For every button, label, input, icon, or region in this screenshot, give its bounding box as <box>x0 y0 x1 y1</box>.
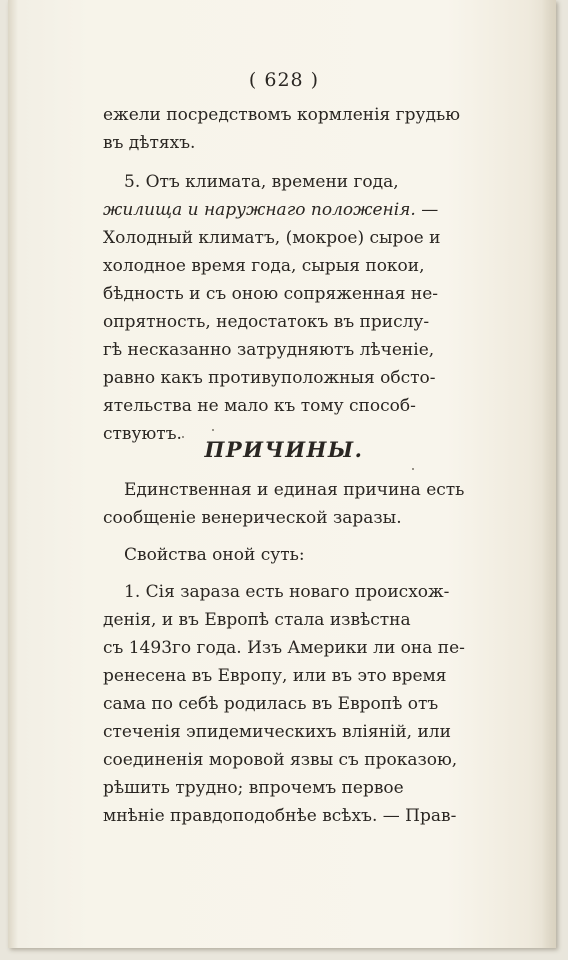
text-line: Свойства оной суть: <box>124 545 305 565</box>
text-line: равно какъ противуположныя обсто- <box>103 368 436 388</box>
text-line: 5. Отъ климата, времени года, <box>124 172 399 192</box>
text-line: съ 1493го года. Изъ Америки ли она пе- <box>103 638 465 658</box>
text-line: Единственная и единая причина есть <box>124 480 465 500</box>
page-gutter-shadow <box>8 0 18 948</box>
text-line: ренесена въ Европу, или въ это время <box>103 666 447 686</box>
text-line: сама по себѣ родилась въ Европѣ отъ <box>103 694 439 714</box>
section-heading: ПРИЧИНЫ. <box>204 437 364 462</box>
text-line: гѣ несказанно затрудняютъ лѣченіе, <box>103 340 435 360</box>
text-line: въ дѣтяхъ. <box>103 133 196 153</box>
text-line: стеченія эпидемическихъ вліяній, или <box>103 722 451 742</box>
paper-speck <box>212 429 214 431</box>
page-number: ( 628 ) <box>248 69 320 91</box>
paper-speck <box>182 436 184 438</box>
text-line: мнѣніе правдоподобнѣе всѣхъ. — Прав- <box>103 806 457 826</box>
text-line: холодное время года, сырыя покои, <box>103 256 425 276</box>
text-line: ятельства не мало къ тому способ- <box>103 396 416 416</box>
text-line: соединенія моровой язвы съ проказою, <box>103 750 458 770</box>
text-line: сообщеніе венерической заразы. <box>103 508 402 528</box>
text-line: денія, и въ Европѣ стала извѣстна <box>103 610 411 630</box>
text-line: 1. Сія зараза есть новаго происхож- <box>124 582 450 602</box>
text-line: рѣшить трудно; впрочемъ первое <box>103 778 404 798</box>
text-line: Холодный климатъ, (мокрое) сырое и <box>103 228 441 248</box>
page-edge-shadow <box>542 0 556 948</box>
text-line: ежели посредствомъ кормленія грудью <box>103 105 460 125</box>
text-line: опрятность, недостатокъ въ прислу- <box>103 312 430 332</box>
paper-speck <box>412 468 414 470</box>
text-line: ствуютъ. <box>103 424 182 444</box>
text-line: бѣдность и съ оною сопряженная не- <box>103 284 439 304</box>
text-line-italic: жилища и наружнаго положенія. — <box>103 200 439 220</box>
